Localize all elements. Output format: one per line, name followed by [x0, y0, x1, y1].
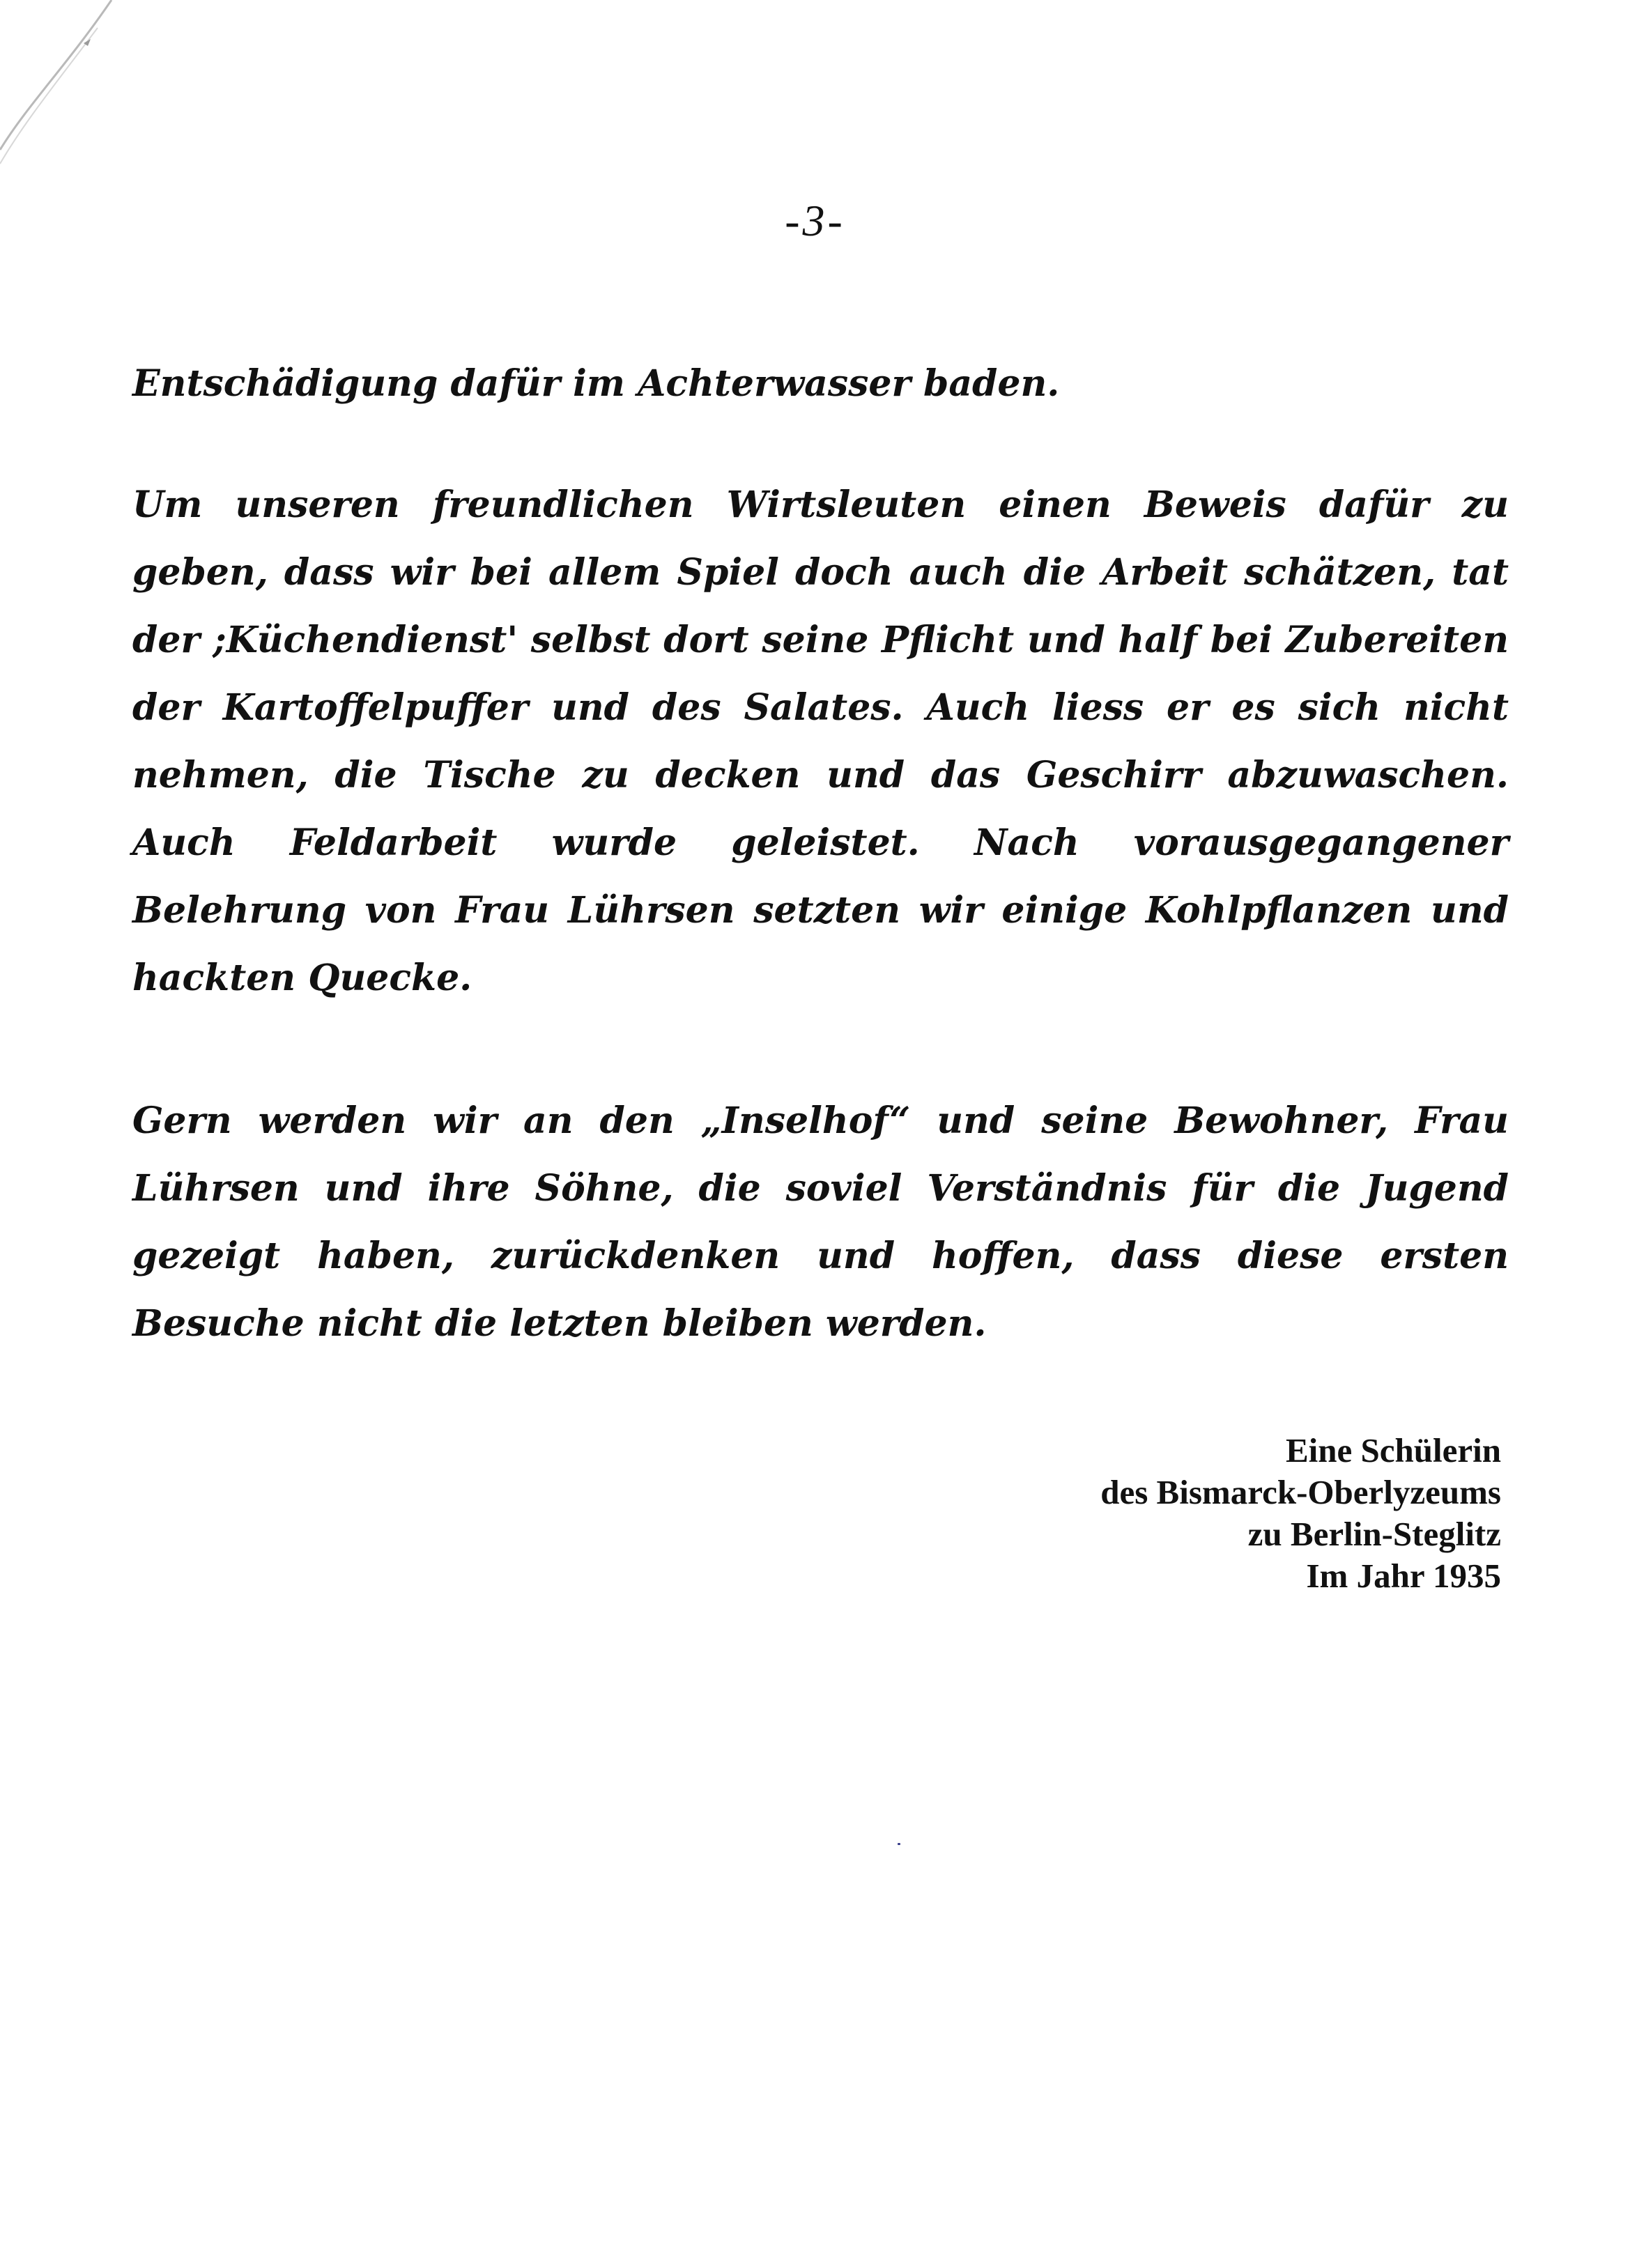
paragraph-1-text: Entschädigung dafür im Achterwasser baden.: [132, 362, 1060, 405]
signature-line-3: zu Berlin-Steglitz: [1247, 1515, 1501, 1553]
paragraph-2-text: Um unseren freundlichen Wirtsleuten einen Beweis dafür zu geben, dass wir bei allem Spiel doch auch die Arbeit schätzen, tat der ;Küchendienst' selbst dort seine Pflicht und half bei Zubereiten der Kartoffelpuffer und des Salates. Auch liess er es sich nicht nehmen, die Tische zu decken und das Geschirr abzuwaschen. Auch Feldarbeit wurde geleistet. Nach vorausgegangener Belehrung von Frau Lührsen setzten wir einige Kohlpflanzen und hackten Quecke.: [132, 484, 1509, 999]
signature-block: [874, 1430, 1501, 1597]
paragraph-3-text: Gern werden wir an den „Inselhof“ und seine Bewohner, Frau Lührsen und ihre Söhne, die soviel Verständnis für die Jugend gezeigt haben, zurückdenken und hoffen, dass diese ersten Besuche nicht die letzten bleiben werden.: [132, 1100, 1509, 1345]
paragraph-1: [132, 350, 1509, 417]
signature-line-1: Eine Schülerin: [1285, 1431, 1501, 1469]
signature-line-2: des Bismarck-Oberlyzeums: [1100, 1473, 1501, 1511]
paragraph-3: [132, 1087, 1509, 1357]
corner-fold-mark: [0, 0, 125, 167]
page-number: -3-: [785, 196, 845, 245]
paragraph-2: [132, 471, 1509, 1012]
ink-speck: [898, 1843, 900, 1845]
signature-line-4: Im Jahr 1935: [1306, 1557, 1501, 1595]
